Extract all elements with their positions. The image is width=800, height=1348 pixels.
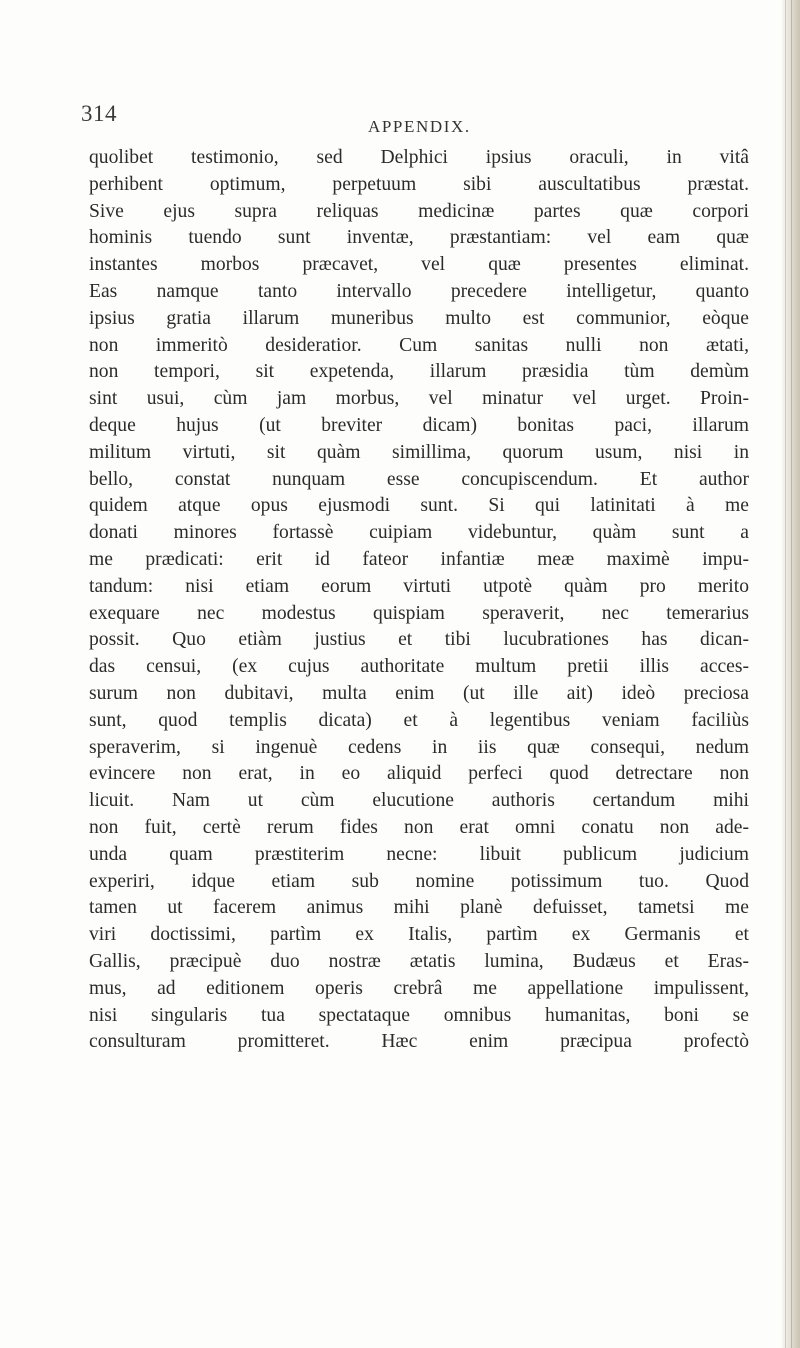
body-text — [89, 145, 749, 1056]
text-line: hominis tuendo sunt inventæ, præstantiam: vel eam quæ — [89, 227, 749, 249]
text-line: possit. Quo etiàm justius et tibi lucubrationes has dican- — [89, 629, 749, 651]
text-line: experiri, idque etiam sub nomine potissimum tuo. Quod — [89, 870, 749, 892]
text-line: das censui, (ex cujus authoritate multum pretii illis acces- — [89, 656, 749, 678]
text-line: exequare nec modestus quispiam speraverit, nec temerarius — [89, 602, 749, 624]
text-line: speraverim, si ingenuè cedens in iis quæ consequi, nedum — [89, 736, 749, 758]
text-line: militum virtuti, sit quàm simillima, quorum usum, nisi in — [89, 441, 749, 463]
text-line: quidem atque opus ejusmodi sunt. Si qui latinitati à me — [89, 495, 749, 517]
text-line: sunt, quod templis dicata) et à legentibus veniam faciliùs — [89, 709, 749, 731]
text-line: licuit. Nam ut cùm elucutione authoris certandum mihi — [89, 790, 749, 812]
text-line: ipsius gratia illarum muneribus multo est communior, eòque — [89, 307, 749, 329]
text-line: tamen ut facerem animus mihi planè defuisset, tametsi me — [89, 897, 749, 919]
text-line: unda quam præstiterim necne: libuit publicum judicium — [89, 843, 749, 865]
text-line: consulturam promitteret. Hæc enim præcipua profectò — [89, 1031, 749, 1053]
text-line: surum non dubitavi, multa enim (ut ille ait) ideò preciosa — [89, 682, 749, 704]
text-line: non immeritò desideratior. Cum sanitas nulli non ætati, — [89, 334, 749, 356]
text-line: instantes morbos præcavet, vel quæ presentes eliminat. — [89, 254, 749, 276]
text-line: non tempori, sit expetenda, illarum præsidia tùm demùm — [89, 361, 749, 383]
text-line: tandum: nisi etiam eorum virtuti utpotè quàm pro merito — [89, 575, 749, 597]
text-line: evincere non erat, in eo aliquid perfeci quod detrectare non — [89, 763, 749, 785]
text-line: quolibet testimonio, sed Delphici ipsius oraculi, in vitâ — [89, 147, 749, 168]
text-line: perhibent optimum, perpetuum sibi auscultatibus præstat. — [89, 173, 749, 195]
text-line: deque hujus (ut breviter dicam) bonitas paci, illarum — [89, 414, 749, 436]
page-number: 314 — [81, 101, 117, 126]
text-line: sint usui, cùm jam morbus, vel minatur vel urget. Proin- — [89, 388, 749, 410]
text-line: non fuit, certè rerum fides non erat omni conatu non ade- — [89, 816, 749, 838]
text-line: donati minores fortassè cuipiam videbuntur, quàm sunt a — [89, 522, 749, 544]
text-line: me prædicati: erit id fateor infantiæ meæ maximè impu- — [89, 548, 749, 570]
text-line: Eas namque tanto intervallo precedere intelligetur, quanto — [89, 280, 749, 302]
text-line: Gallis, præcipuè duo nostræ ætatis lumina, Budæus et Eras- — [89, 950, 749, 972]
text-line: nisi singularis tua spectataque omnibus humanitas, boni se — [89, 1004, 749, 1026]
text-line: Sive ejus supra reliquas medicinæ partes quæ corpori — [89, 200, 749, 222]
text-line: bello, constat nunquam esse concupiscendum. Et author — [89, 468, 749, 490]
running-head: APPENDIX. — [368, 117, 471, 136]
page-edge-shading — [782, 0, 800, 1348]
text-line: viri doctissimi, partìm ex Italis, partìm ex Germanis et — [89, 924, 749, 946]
text-line: mus, ad editionem operis crebrâ me appellatione impulissent, — [89, 977, 749, 999]
